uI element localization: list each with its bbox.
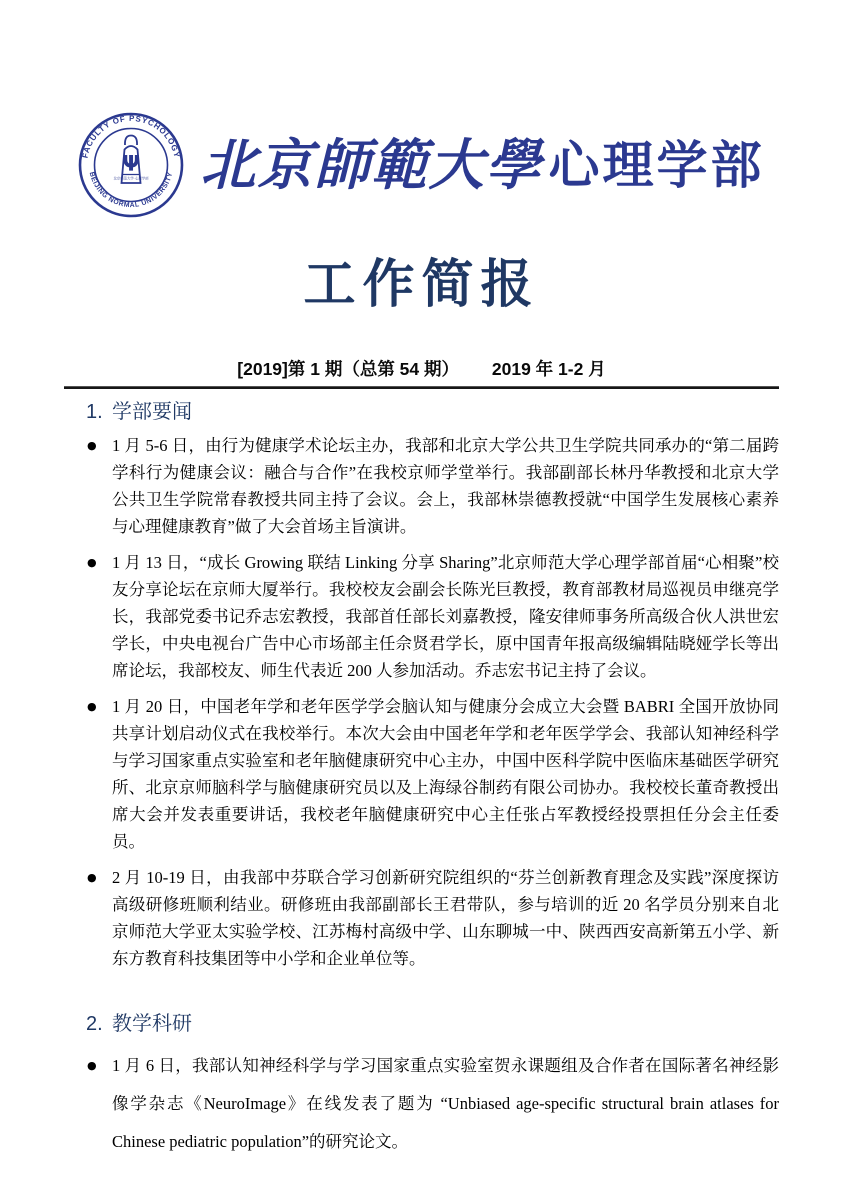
seal-psi-symbol: Ψ	[122, 151, 141, 176]
issue-period: 2019 年 1-2 月	[491, 359, 606, 379]
section-teaching-research	[64, 1009, 779, 1161]
seal-top-text: FACULTY OF PSYCHOLOGY	[81, 113, 182, 159]
section-1-list	[64, 432, 779, 972]
list-item-text: 2 月 10-19 日，由我部中芬联合学习创新研究院组织的“芬兰创新教育理念及实践”深度探访高级研修班顺利结业。研修班由我部副部长王君带队，参与培训的近 20 名学员分别来自北京师范大学亚太实验学校、江苏梅村高级中学、山东聊城一中、陕西西安高新第五小学、新东方教育科技集团等中小学和企业单位等。	[112, 868, 779, 968]
list-item	[64, 432, 779, 540]
section-2-number: 2.	[86, 1013, 103, 1035]
university-seal-icon	[78, 112, 184, 218]
header-divider	[64, 386, 779, 389]
section-2-title: 教学科研	[112, 1013, 192, 1035]
section-2-heading	[64, 1009, 779, 1039]
brand-university-name: 北京師範大學	[200, 134, 543, 196]
page-title: 工作简报	[303, 257, 540, 314]
seal-tiny-text: 北京师范大学·心理学部	[113, 176, 150, 181]
list-item	[64, 1047, 779, 1161]
bullet-icon: ●	[87, 556, 97, 569]
list-item-text: 1 月 5-6 日，由行为健康学术论坛主办，我部和北京大学公共卫生学院共同承办的“第二届跨学科行为健康会议：融合与合作”在我校京师学堂举行。我部副部长林丹华教授和北京大学公共卫生学院常春教授共同主持了会议。会上，我部林崇德教授就“中国学生发展核心素养与心理健康教育”做了大会首场主旨演讲。	[112, 436, 779, 536]
list-item-text: 1 月 20 日，中国老年学和老年医学学会脑认知与健康分会成立大会暨 BABRI 全国开放协同共享计划启动仪式在我校举行。本次大会由中国老年学和老年医学学会、我部认知神经科学与学习国家重点实验室和老年脑健康研究中心主办，中国中医科学院中医临床基础医学研究所、北京京师脑科学与脑健康研究员以及上海绿谷制药有限公司协办。我校校长董奇教授出席大会并发表重要讲话，我校老年脑健康研究中心主任张占军教授经投票担任分会主任委员。	[112, 697, 779, 851]
brand-lockup	[200, 134, 765, 196]
bullet-icon: ●	[87, 871, 97, 884]
section-department-news	[64, 397, 779, 972]
section-1-heading	[64, 397, 779, 427]
seal-bottom-text: BEIJING NORMAL UNIVERSITY	[88, 171, 175, 210]
brand-faculty-name: 心理学部	[548, 136, 765, 194]
list-item-text: 1 月 6 日，我部认知神经科学与学习国家重点实验室贺永课题组及合作者在国际著名神经影像学杂志《NeuroImage》在线发表了题为 “Unbiased age-specific structural brain atlases for Chinese pediatric population”的研究论文。	[112, 1056, 779, 1151]
bullet-icon: ●	[87, 700, 97, 713]
bullet-icon: ●	[87, 439, 97, 452]
document-body	[64, 397, 779, 1161]
list-item	[64, 693, 779, 855]
section-1-number: 1.	[86, 401, 103, 423]
list-item	[64, 864, 779, 972]
section-2-list	[64, 1047, 779, 1161]
list-item-text: 1 月 13 日，“成长 Growing 联结 Linking 分享 Sharing”北京师范大学心理学部首届“心相聚”校友分享论坛在京师大厦举行。我校校友会副会长陈光巨教授，教育部教材局巡视员申继亮学长，我部党委书记乔志宏教授，我部首任部长刘嘉教授，隆安律师事务所高级合伙人洪世宏学长，中央电视台广告中心市场部主任佘贤君学长，原中国青年报高级编辑陆晓娅学长等出席论坛，我部校友、师生代表近 200 人参加活动。乔志宏书记主持了会议。	[112, 553, 779, 680]
bullet-icon: ●	[87, 1059, 97, 1072]
list-item	[64, 549, 779, 684]
issue-number: [2019]第 1 期（总第 54 期）	[237, 359, 460, 379]
issue-line	[0, 358, 843, 380]
section-1-title: 学部要闻	[112, 401, 192, 423]
masthead	[0, 0, 843, 218]
